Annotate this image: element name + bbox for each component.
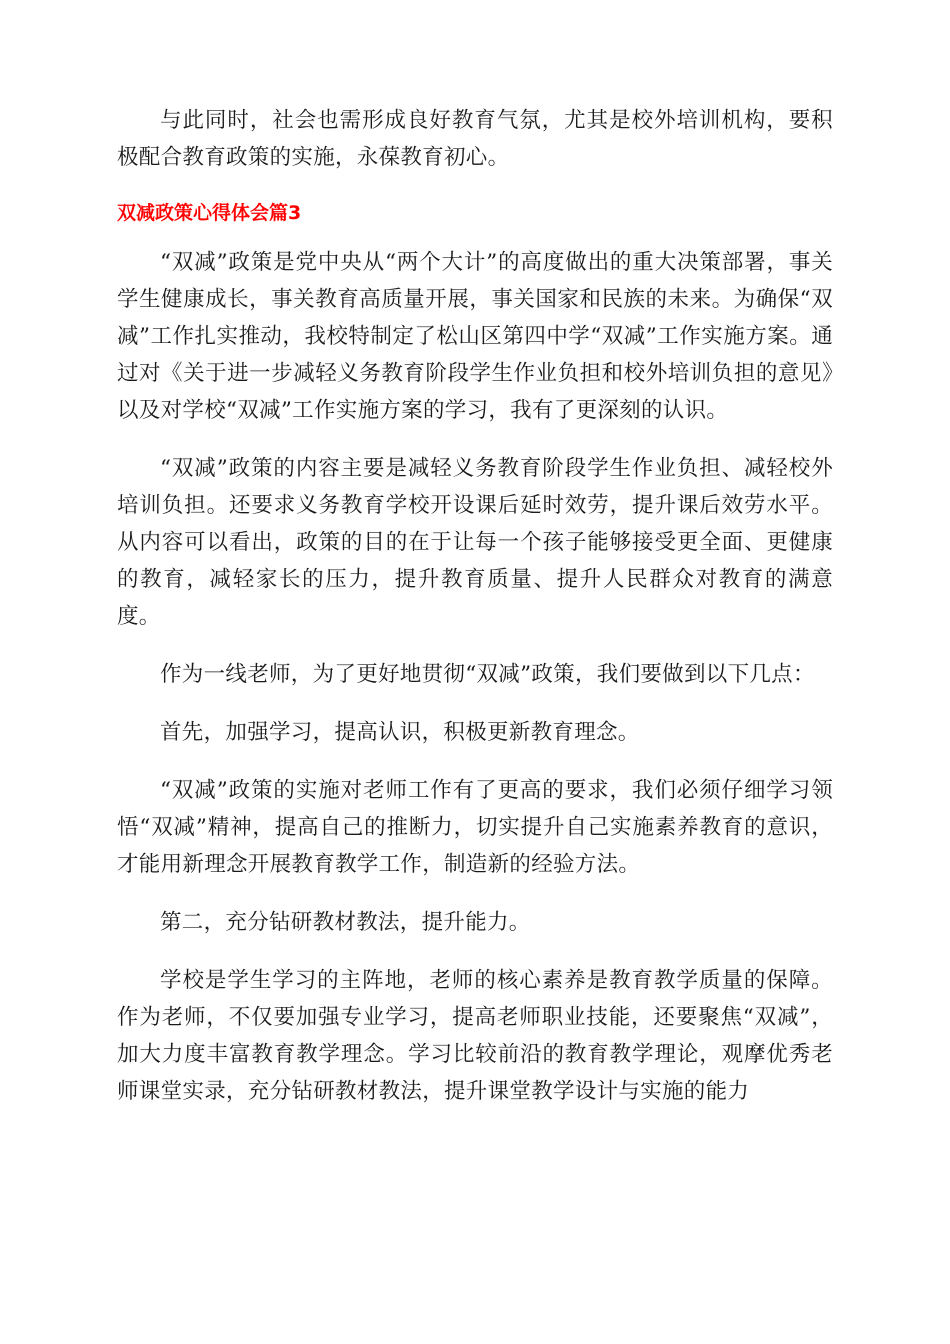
paragraph-3: 作为一线老师，为了更好地贯彻“双减”政策，我们要做到以下几点： — [160, 662, 815, 687]
paragraph-2: “双减”政策的内容主要是减轻义务教育阶段学生作业负担、减轻校外培训负担。还要求义务教育学校开设课后延时效劳，提升课后效劳水平。从内容可以看出，政策的目的在于让每一个孩子能够接受更全面、更健康的教育，减轻家长的压力，提升教育质量、提升人民群众对教育的满意度。 — [117, 456, 833, 629]
paragraph-intro: 与此同时，社会也需形成良好教育气氛，尤其是校外培训机构，要积极配合教育政策的实施，永葆教育初心。 — [117, 108, 833, 170]
section-heading: 双减政策心得体会篇3 — [117, 202, 302, 224]
paragraph-4: 首先，加强学习，提高认识，积极更新教育理念。 — [160, 720, 640, 745]
paragraph-7: 学校是学生学习的主阵地，老师的核心素养是教育教学质量的保障。作为老师，不仅要加强专业学习，提高老师职业技能，还要聚焦“双减”，加大力度丰富教育教学理念。学习比较前沿的教育教学理论，观摩优秀老师课堂实录，充分钻研教材教法，提升课堂教学设计与实施的能力 — [117, 968, 833, 1104]
paragraph-6: 第二，充分钻研教材教法，提升能力。 — [160, 910, 531, 935]
paragraph-1: “双减”政策是党中央从“两个大计”的高度做出的重大决策部署，事关学生健康成长，事关教育高质量开展，事关国家和民族的未来。为确保“双减”工作扎实推动，我校特制定了松山区第四中学“双减”工作实施方案。通过对《关于进一步减轻义务教育阶段学生作业负担和校外培训负担的意见》以及对学校“双减”工作实施方案的学习，我有了更深刻的认识。 — [117, 250, 833, 423]
paragraph-5: “双减”政策的实施对老师工作有了更高的要求，我们必须仔细学习领悟“双减”精神，提高自己的推断力，切实提升自己实施素养教育的意识，才能用新理念开展教育教学工作，制造新的经验方法。 — [117, 778, 833, 877]
document-page — [117, 102, 833, 1110]
